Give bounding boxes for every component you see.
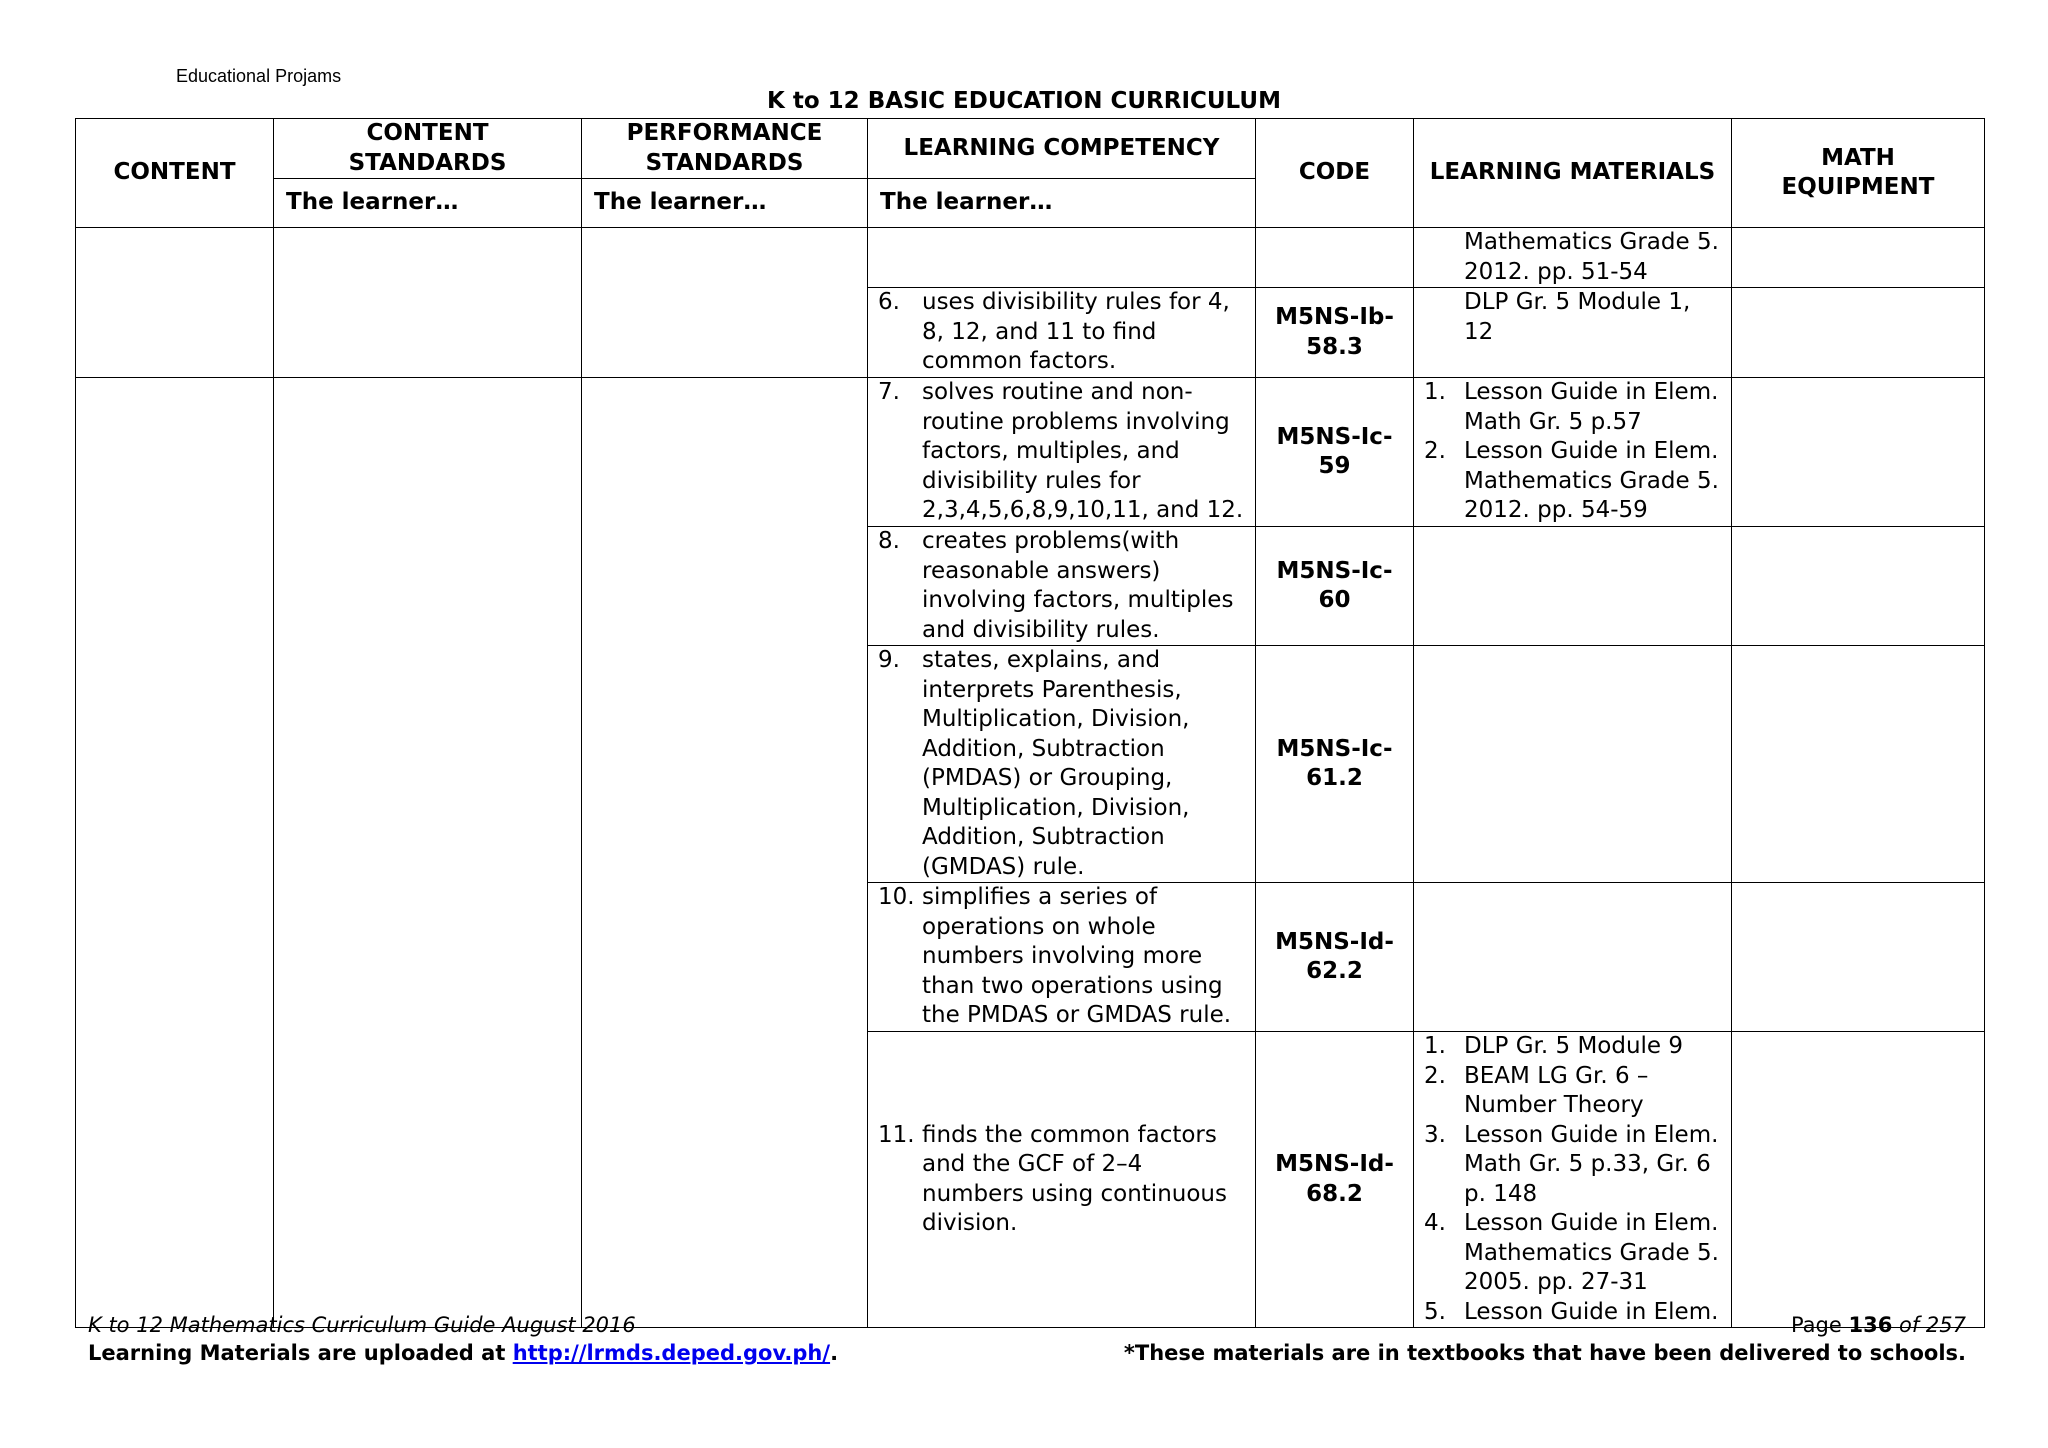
materials-cell (1414, 228, 1732, 288)
curriculum-table (75, 118, 1985, 1328)
equipment-cell (1732, 378, 1985, 527)
header-learning-materials: LEARNING MATERIALS (1414, 119, 1732, 228)
footer-left (88, 1311, 838, 1367)
footer-right (1124, 1311, 1966, 1367)
footer-note: *These materials are in textbooks that have been delivered to schools. (1123, 1341, 1966, 1365)
equipment-cell (1732, 527, 1985, 646)
header-note: Educational Projams (176, 66, 342, 86)
code-cell: M5NS-Ic-59 (1256, 378, 1414, 527)
competency-number: 6. (878, 289, 900, 315)
header-learner-ps: The learner… (582, 179, 868, 228)
materials-cell (1414, 883, 1732, 1032)
materials-list (1424, 378, 1721, 526)
document-title: K to 12 BASIC EDUCATION CURRICULUM (767, 88, 1281, 114)
competency-cell (868, 228, 1256, 288)
list-item: 1. DLP Gr. 5 Module 9 (1424, 1033, 1684, 1059)
content-cell (76, 228, 274, 378)
materials-list (1424, 1032, 1721, 1327)
equipment-cell (1732, 883, 1985, 1032)
performance-standards-cell (582, 378, 868, 1328)
list-item: 4. Lesson Guide in Elem. Mathematics Grade 5. 2005. pp. 27-31 (1424, 1210, 1719, 1295)
materials-text: Mathematics Grade 5. 2012. pp. 51-54 (1464, 229, 1719, 285)
materials-text: DLP Gr. 5 Module 1, 12 (1464, 289, 1691, 345)
code-cell: M5NS-Id-62.2 (1256, 883, 1414, 1032)
lrmds-link[interactable]: http://lrmds.deped.gov.ph/ (512, 1341, 831, 1365)
competency-text: creates problems(with reasonable answers) involving factors, multiples and divisibility rules. (922, 528, 1234, 643)
competency-text: simplifies a series of operations on whole numbers involving more than two operations using the PMDAS or GMDAS rule. (922, 884, 1232, 1028)
list-item: 2. BEAM LG Gr. 6 – Number Theory (1424, 1062, 1649, 1118)
code-cell: M5NS-Id-68.2 (1256, 1032, 1414, 1328)
header-performance-standards: PERFORMANCE STANDARDS (582, 119, 868, 179)
competency-text: finds the common factors and the GCF of 2–4 numbers using continuous division. (922, 1121, 1227, 1236)
footer-uploaded: Learning Materials are uploaded at http://lrmds.deped.gov.ph/. (88, 1341, 839, 1365)
competency-cell (868, 883, 1256, 1032)
materials-cell (1414, 1032, 1732, 1328)
code-cell: M5NS-Ib-58.3 (1256, 288, 1414, 378)
list-item: 1. Lesson Guide in Elem. Math Gr. 5 p.57 (1424, 379, 1719, 435)
code-cell (1256, 228, 1414, 288)
competency-cell (868, 378, 1256, 527)
equipment-cell (1732, 288, 1985, 378)
code-cell: M5NS-Ic-60 (1256, 527, 1414, 646)
competency-number: 10. (878, 884, 915, 910)
header-learner-cs: The learner… (274, 179, 582, 228)
list-item: 3. Lesson Guide in Elem. Math Gr. 5 p.33, Gr. 6 p. 148 (1424, 1121, 1719, 1207)
equipment-cell (1732, 646, 1985, 883)
header-math-equipment: MATH EQUIPMENT (1732, 119, 1985, 228)
content-standards-cell (274, 378, 582, 1328)
competency-cell (868, 288, 1256, 378)
header-learner-lc: The learner… (868, 179, 1256, 228)
header-code: CODE (1256, 119, 1414, 228)
materials-cell (1414, 646, 1732, 883)
materials-cell (1414, 527, 1732, 646)
competency-number: 8. (878, 528, 900, 554)
competency-number: 9. (878, 647, 900, 673)
equipment-cell (1732, 1032, 1985, 1328)
content-cell (76, 378, 274, 1328)
materials-cell (1414, 378, 1732, 527)
header-learning-competency: LEARNING COMPETENCY (868, 119, 1256, 179)
competency-number: 7. (878, 379, 900, 405)
competency-number: 11. (878, 1121, 915, 1148)
list-item: 5. Lesson Guide in Elem. (1424, 1298, 1719, 1325)
competency-cell (868, 1032, 1256, 1328)
equipment-cell (1732, 228, 1985, 288)
page-number: Page 136 of 257 (1790, 1313, 1966, 1337)
performance-standards-cell (582, 228, 868, 378)
competency-text: uses divisibility rules for 4, 8, 12, and 11 to find common factors. (922, 289, 1230, 374)
list-item: 2. Lesson Guide in Elem. Mathematics Grade 5. 2012. pp. 54-59 (1424, 438, 1719, 523)
competency-cell (868, 527, 1256, 646)
competency-text: states, explains, and interprets Parenthesis, Multiplication, Division, Addition, Subtraction (PMDAS) or Grouping, Multiplication, Division, Addition, Subtraction (GMDAS) rule. (922, 647, 1190, 880)
header-content: CONTENT (76, 119, 274, 228)
materials-cell (1414, 288, 1732, 378)
footer-guide: K to 12 Mathematics Curriculum Guide August 2016 (88, 1313, 636, 1337)
competency-text: solves routine and non-routine problems involving factors, multiples, and divisibility rules for 2,3,4,5,6,8,9,10,11, and 12. (922, 379, 1244, 523)
table-row (76, 228, 1985, 288)
table-row (76, 378, 1985, 527)
code-cell: M5NS-Ic-61.2 (1256, 646, 1414, 883)
header-content-standards: CONTENT STANDARDS (274, 119, 582, 179)
content-standards-cell (274, 228, 582, 378)
competency-cell (868, 646, 1256, 883)
